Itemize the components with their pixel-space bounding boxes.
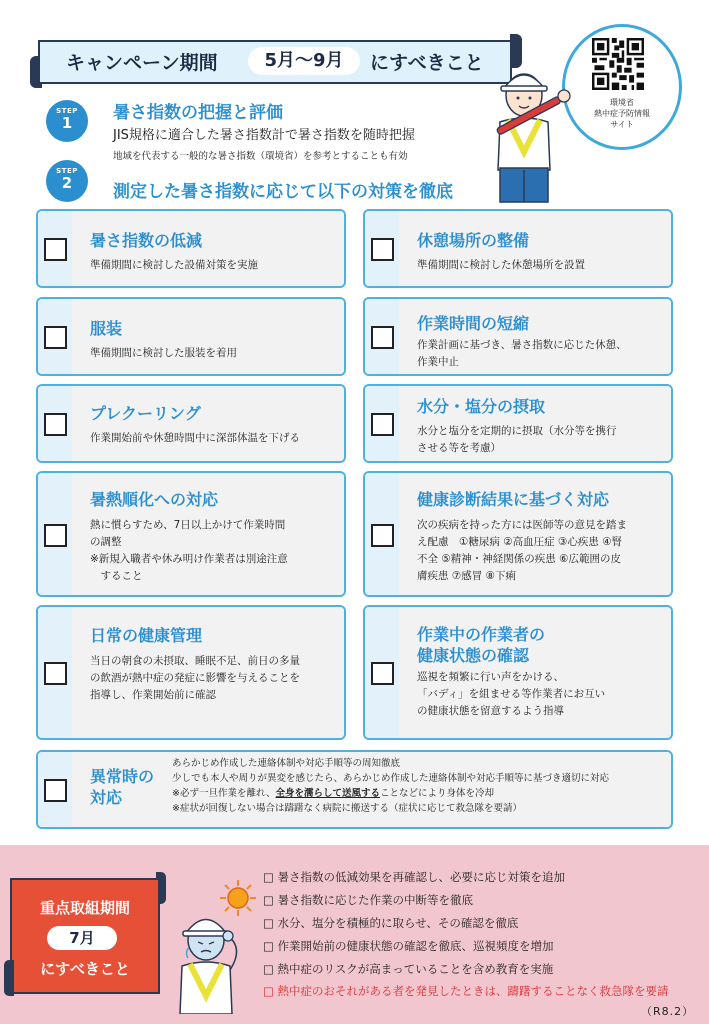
card-text: 巡視を頻繁に行い声をかける、 「バディ」を組ませる等作業者にお互い の健康状態を留意するよう指導 (417, 671, 606, 717)
focus-item: □ 水分、塩分を積極的に取らせ、その確認を徹底 (263, 916, 519, 930)
focus-item: □ 暑さ指数に応じた作業の中断等を徹底 (263, 893, 474, 907)
card-text: 当日の朝食の未摂取、睡眠不足、前日の多量 の飲酒が熱中症の発症に影響を与えることを 指導し、作業開始前に確認 (90, 655, 300, 701)
card-text: 準備期間に検討した休憩場所を設置 (417, 259, 585, 271)
card-text: 作業計画に基づき、暑さ指数に応じた休憩、 作業中止 (417, 339, 627, 368)
focus-title-part1: 重点取組期間 (39, 899, 130, 917)
step-2-word: STEP (56, 167, 78, 175)
qr-caption (590, 97, 654, 130)
checkbox[interactable] (44, 779, 67, 802)
focus-item: □ 作業開始前の健康状態の確認を徹底、巡視頻度を増加 (263, 939, 554, 953)
step-1-badge (46, 100, 88, 142)
card-rest-area (363, 209, 673, 288)
qr-caption-line1: 環境省 (610, 98, 634, 107)
abnormal-line: 少しでも本人や周りが異変を感じたら、あらかじめ作成した連絡体制や対応手順等に基づき適切に対応 (172, 773, 610, 784)
checkbox[interactable] (371, 238, 394, 261)
checkbox[interactable] (44, 238, 67, 261)
checkbox[interactable] (44, 413, 67, 436)
card-pre-cooling (36, 384, 346, 463)
abnormal-title: 異常時の 対応 (90, 767, 155, 807)
checkbox[interactable] (44, 662, 67, 685)
card-title: 休憩場所の整備 (417, 231, 530, 250)
qr-code-icon[interactable] (592, 38, 644, 90)
focus-item: □ 暑さ指数の低減効果を再確認し、必要に応じ対策を追加 (263, 870, 566, 884)
step-2-title: 測定した暑さ指数に応じて以下の対策を徹底 (113, 182, 453, 202)
abnormal-line: あらかじめ作成した連絡体制や対応手順等の周知徹底 (172, 758, 401, 769)
worker-with-thermometer-illustration (484, 60, 576, 208)
banner-title-part1: キャンペーン期間 (66, 52, 218, 74)
campaign-period-badge: 5月〜9月 (248, 47, 360, 75)
card-title: 暑さ指数の低減 (90, 231, 203, 250)
abnormal-text (172, 756, 609, 816)
abnormal-line: ※症状が回復しない場合は躊躇なく病院に搬送する（症状に応じて救急隊を要請） (172, 803, 522, 814)
checkbox[interactable] (44, 524, 67, 547)
checkbox[interactable] (371, 413, 394, 436)
card-worker-health-check (363, 605, 673, 740)
step-1-number: 1 (61, 114, 73, 132)
card-clothing (36, 297, 346, 376)
step-1-title: 暑さ指数の把握と評価 (113, 103, 283, 123)
card-title: 作業中の作業者の 健康状態の確認 (417, 625, 546, 665)
card-water-salt-intake (363, 384, 673, 463)
card-title: 作業時間の短縮 (417, 314, 530, 333)
card-heat-acclimatization (36, 471, 346, 597)
focus-title-part2: にすべきこと (40, 960, 130, 978)
banner-title-part2: にすべきこと (370, 52, 484, 74)
qr-caption-line3: サイト (610, 120, 634, 129)
card-work-time-reduction (363, 297, 673, 376)
card-text: 準備期間に検討した服装を着用 (90, 347, 237, 359)
checkbox[interactable] (371, 524, 394, 547)
qr-caption-line2: 熱中症予防情報 (594, 109, 650, 118)
card-daily-health-management (36, 605, 346, 740)
abnormal-line (172, 786, 609, 801)
step-1-note: 地域を代表する一般的な暑さ指数（環境省）を参考とすることも有効 (113, 151, 408, 162)
checkbox[interactable] (371, 326, 394, 349)
card-title: 暑熱順化への対応 (90, 490, 219, 509)
card-text: 準備期間に検討した設備対策を実施 (90, 259, 258, 271)
card-title: 水分・塩分の摂取 (417, 397, 546, 416)
card-abnormal-response (36, 750, 673, 829)
card-heat-index-reduction (36, 209, 346, 288)
step-1-word: STEP (56, 107, 78, 115)
abnormal-line3-emphasis: 全身を濡らして送風する (275, 788, 381, 799)
focus-item-emergency: □ 熱中症のおそれがある者を発見したときは、躊躇することなく救急隊を要請 (263, 984, 669, 998)
card-title: 服装 (90, 319, 123, 338)
step-1-description: JIS規格に適合した暑さ指数計で暑さ指数を随時把握 (113, 128, 415, 143)
card-title: 日常の健康管理 (90, 626, 203, 645)
card-text: 水分と塩分を定期的に摂取（水分等を携行 させる等を考慮） (417, 425, 617, 454)
abnormal-line3-pre: ※必ず一旦作業を離れ、 (172, 788, 276, 799)
focus-item: □ 熱中症のリスクが高まっていることを含め教育を実施 (263, 962, 554, 976)
card-text: 次の疾病を持った方には医師等の意見を踏ま え配慮 ①糖尿病 ②高血圧症 ③心疾患 ④腎 不全 ⑤精神・神経関係の疾患 ⑥広範囲の皮 膚疾患 ⑦感冒 ⑧下痢 (417, 519, 627, 582)
step-2-number: 2 (61, 174, 73, 192)
card-text: 熱に慣らすため、7日以上かけて作業時間 の調整 ※新規入職者や休み明け作業者は別途注意 すること (90, 519, 288, 582)
focus-month-badge: 7月 (47, 926, 117, 950)
checkbox[interactable] (44, 326, 67, 349)
card-title: プレクーリング (90, 404, 201, 423)
card-health-checkup-response (363, 471, 673, 597)
checkbox[interactable] (371, 662, 394, 685)
abnormal-line3-post: ことなどにより身体を冷却 (380, 788, 495, 799)
card-title: 健康診断結果に基づく対応 (417, 490, 610, 509)
version-label: （R8.2） (641, 1005, 695, 1018)
card-text: 作業開始前や休憩時間中に深部体温を下げる (90, 432, 300, 444)
step-2-badge (46, 160, 88, 202)
overheated-worker-illustration (168, 878, 262, 1014)
